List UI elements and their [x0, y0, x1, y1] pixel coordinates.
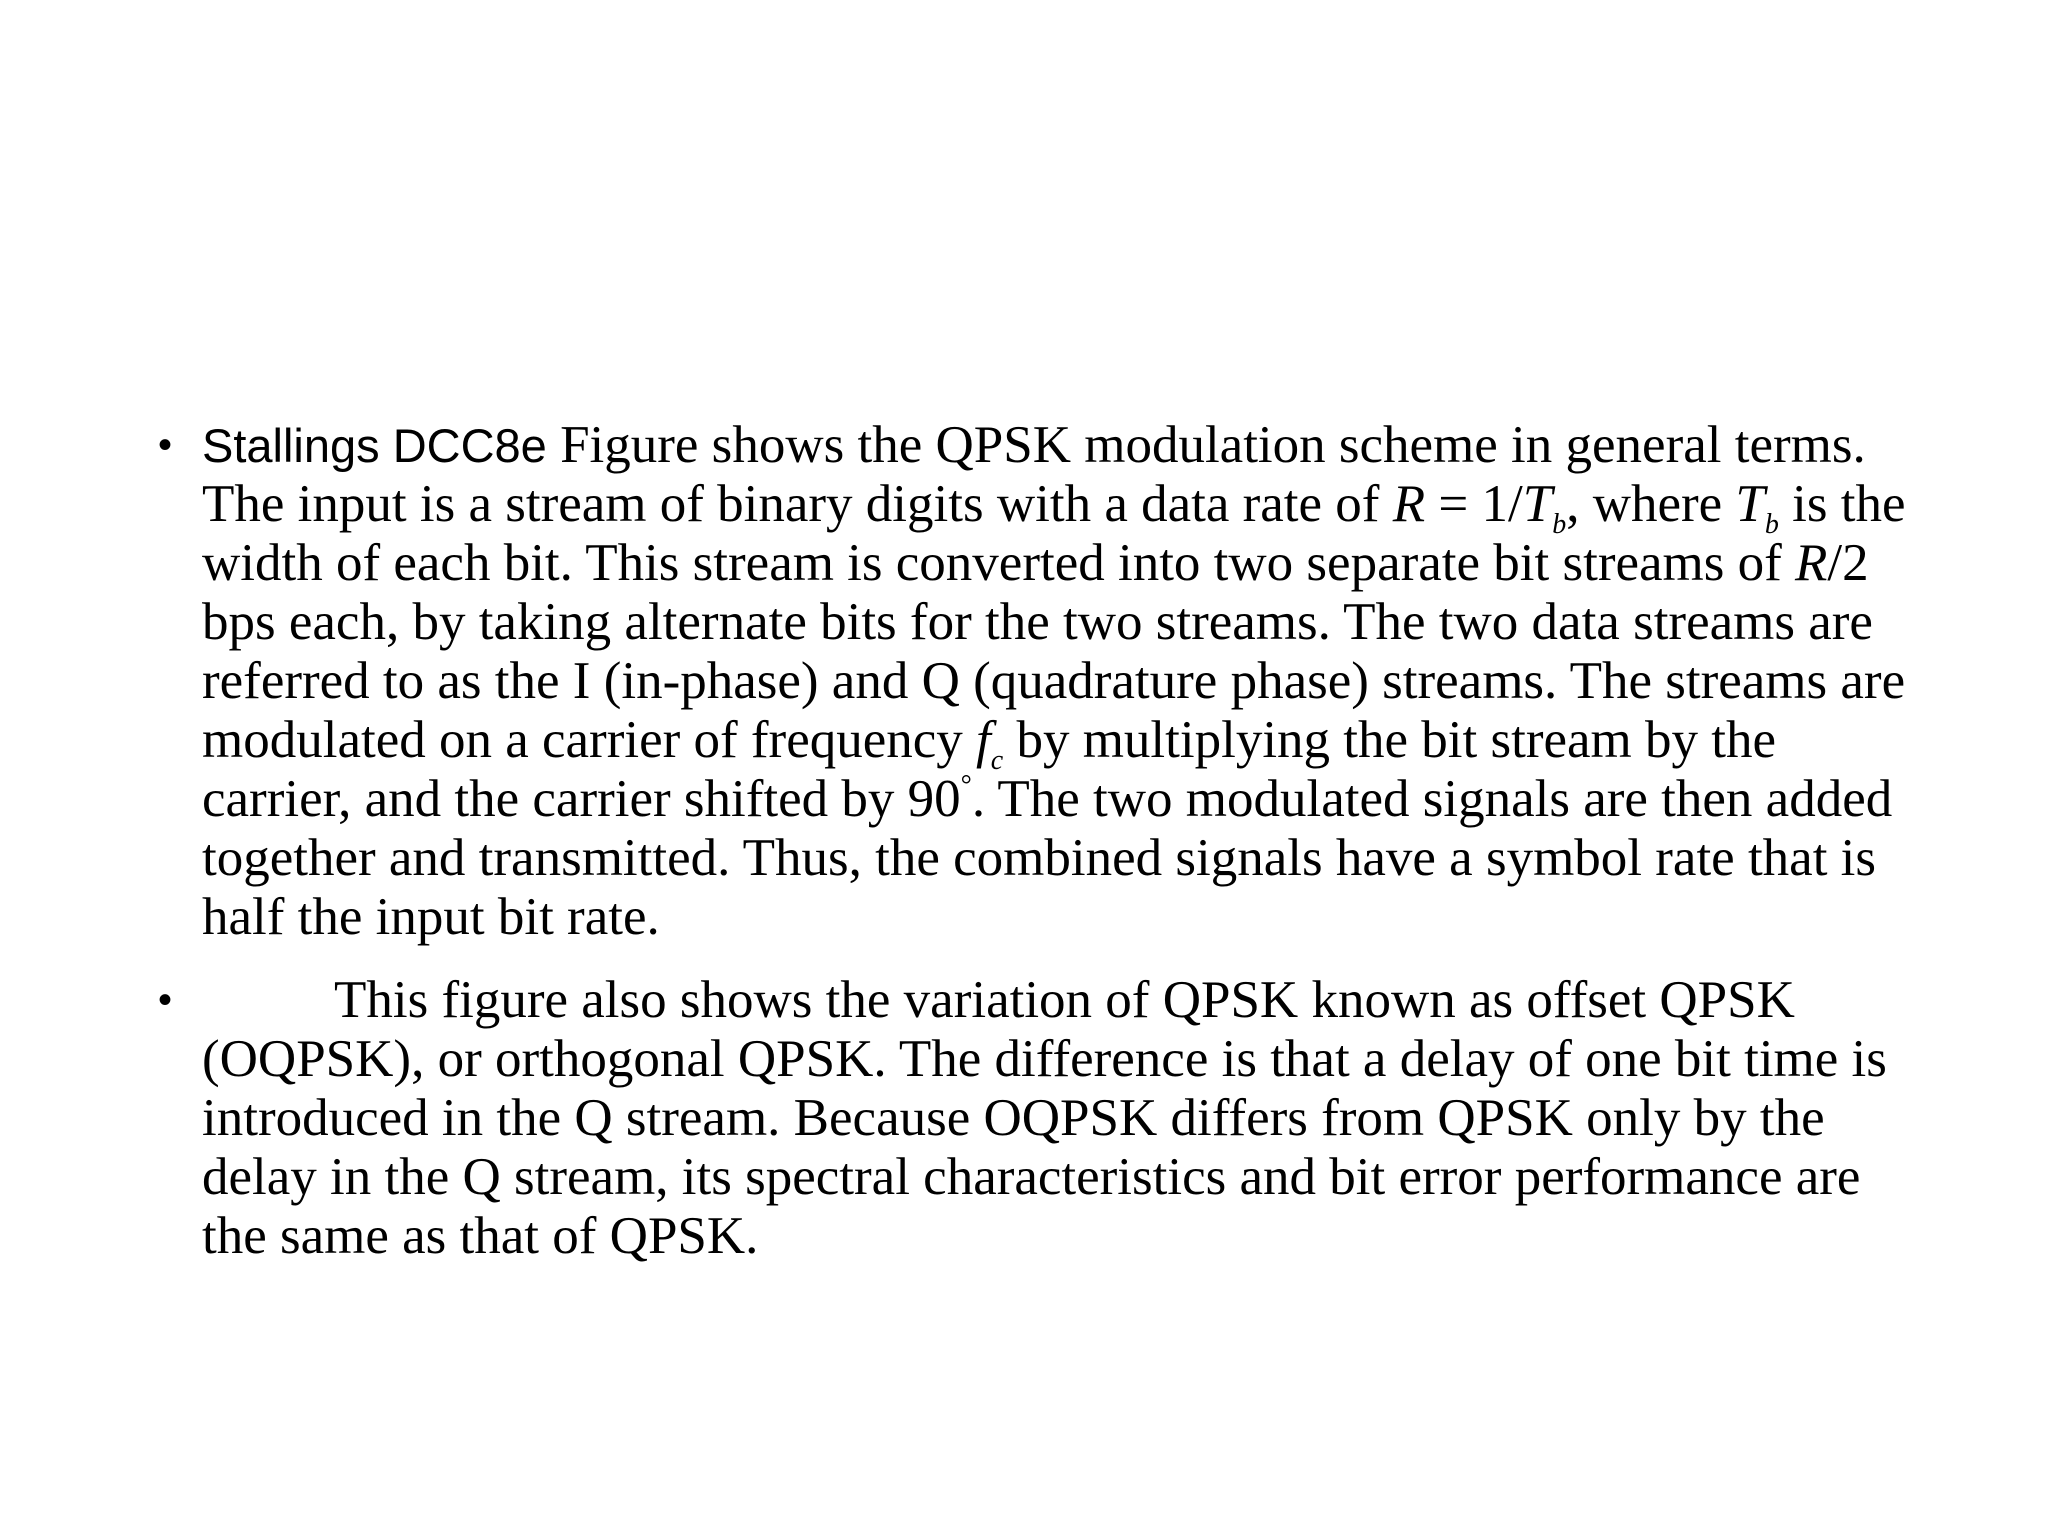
bullet-icon: •	[158, 978, 173, 1022]
text-run: is the width of each bit. This stream is converted into two separate bit streams of	[202, 475, 1906, 592]
bullet-text	[202, 416, 1924, 947]
symbol-r: R	[1795, 534, 1828, 592]
bullet-icon: •	[158, 423, 173, 467]
bullet-item-qpsk-scheme	[158, 416, 1924, 947]
bullet-text	[202, 971, 1924, 1266]
subscript-b: b	[1552, 509, 1567, 540]
symbol-t: T	[1735, 475, 1765, 533]
bullet-list	[158, 416, 1924, 1266]
text-run: /2 bps each, by taking alternate bits for the two streams. The two data streams are referred to as the I (in-phase) and Q (quadrature phase) streams. The streams are modulated on a carrier of frequency	[202, 534, 1906, 769]
subscript-b: b	[1764, 509, 1779, 540]
symbol-f: f	[976, 711, 991, 769]
text-run: = 1/	[1425, 475, 1523, 533]
source-reference: Stallings DCC8e	[202, 419, 547, 472]
text-run: , where	[1566, 475, 1736, 533]
degree-symbol: °	[960, 770, 972, 801]
text-run: by multiplying the bit stream by the carrier, and the carrier shifted by 90	[202, 711, 1777, 828]
text-run: . The two modulated signals are then added together and transmitted. Thus, the combined signals have a symbol rate that is half the input bit rate.	[202, 770, 1893, 946]
text-run: Figure shows the QPSK modulation scheme in general terms. The input is a stream of binary digits with a data rate of	[202, 416, 1866, 533]
text-run: This figure also shows the variation of QPSK known as offset QPSK (OQPSK), or orthogonal QPSK. The difference is that a delay of one bit time is introduced in the Q stream. Because OQPSK differs from QPSK only by the delay in the Q stream, its spectral characteristics and bit error performance are the same as that of QPSK.	[202, 971, 1887, 1265]
symbol-r: R	[1392, 475, 1426, 533]
bullet-item-oqpsk	[158, 971, 1924, 1266]
subscript-c: c	[990, 745, 1004, 776]
symbol-t: T	[1522, 475, 1553, 533]
